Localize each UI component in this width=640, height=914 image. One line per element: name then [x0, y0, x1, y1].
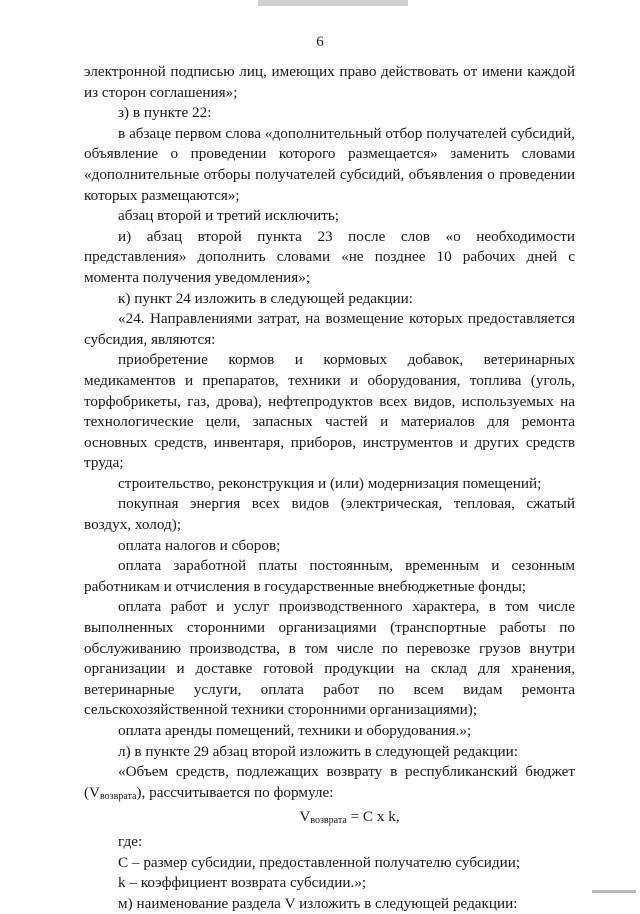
formula-rhs: = C x k, [346, 808, 400, 826]
paragraph-c-definition: C – размер субсидии, предоставленной получателю субсидии; [118, 853, 521, 871]
document-body [84, 62, 575, 914]
paragraph-point-24: «24. Направлениями затрат, на возмещение которых предоставляется субсидия, являются: [84, 310, 575, 348]
refund-subscript: возврата [100, 790, 137, 802]
paragraph-where: где: [118, 832, 143, 850]
paragraph-item-i: и) абзац второй пункта 23 после слов «о необходимости представления» дополнить словами «не позднее 10 рабочих дней с момента получения уведомления»; [84, 227, 575, 286]
formula [84, 807, 575, 832]
formula-subscript: возврата [310, 815, 347, 827]
paragraph-rent: оплата аренды помещений, техники и оборудования.»; [118, 722, 472, 739]
refund-text-after: ), рассчитывается по формуле: [136, 783, 334, 801]
paragraph-energy: покупная энергия всех видов (электрическая, тепловая, сжатый воздух, холод); [84, 495, 575, 534]
scan-artifact-top [258, 0, 408, 6]
paragraph-purchase: приобретение кормов и кормовых добавок, ветеринарных медикаментов и препаратов, техники и оборудования, топлива (уголь, торфобрикеты, газ, дрова), нефтепродуктов всех видов, используемых на технологические цели, запасных частей и материалов для ремонта основных средств, инвентаря, приборов, инструментов и других средств труда; [84, 351, 575, 472]
paragraph-z-second: абзац второй и третий исключить; [118, 207, 339, 225]
refund-text-before: «Объем средств, подлежащих возврату в республиканский бюджет (V [84, 763, 575, 801]
paragraph-item-l: л) в пункте 29 абзац второй изложить в следующей редакции: [118, 742, 518, 760]
paragraph-k-definition: k – коэффициент возврата субсидии.»; [118, 874, 367, 892]
scan-artifact-corner [592, 890, 636, 893]
paragraph-z-first: в абзаце первом слова «дополнительный отбор получателей субсидий, объявление о проведении которого размещается» заменить словами «дополнительные отборы получателей субсидий, объявления о проведении которых размещаются»; [84, 124, 575, 204]
paragraph-refund-volume [84, 762, 575, 807]
paragraph-construction: строительство, реконструкция и (или) модернизация помещений; [118, 474, 542, 492]
formula-variable: V [299, 808, 311, 826]
paragraph-item-m: м) наименование раздела V изложить в следующей редакции: [118, 894, 518, 912]
page-number: 6 [316, 34, 324, 50]
paragraph-taxes: оплата налогов и сборов; [118, 536, 281, 554]
paragraph-continuation: электронной подписью лиц, имеющих право действовать от имени каждой из сторон соглашения»; [84, 63, 575, 101]
paragraph-salary: оплата заработной платы постоянным, временным и сезонным работникам и отчисления в государственные внебюджетные фонды; [84, 557, 575, 595]
paragraph-item-k: к) пункт 24 изложить в следующей редакции: [118, 289, 414, 307]
paragraph-item-z: з) в пункте 22: [118, 104, 212, 122]
paragraph-services: оплата работ и услуг производственного характера, в том числе выполненных сторонними организациями (транспортные работы по обслуживанию производства, в том числе по перевозке грузов внутри организации и доставке готовой продукции на склад для хранения, ветеринарные услуги, оплата работ по всем видам ремонта сельскохозяйственной техники сторонними организациями); [84, 598, 575, 719]
